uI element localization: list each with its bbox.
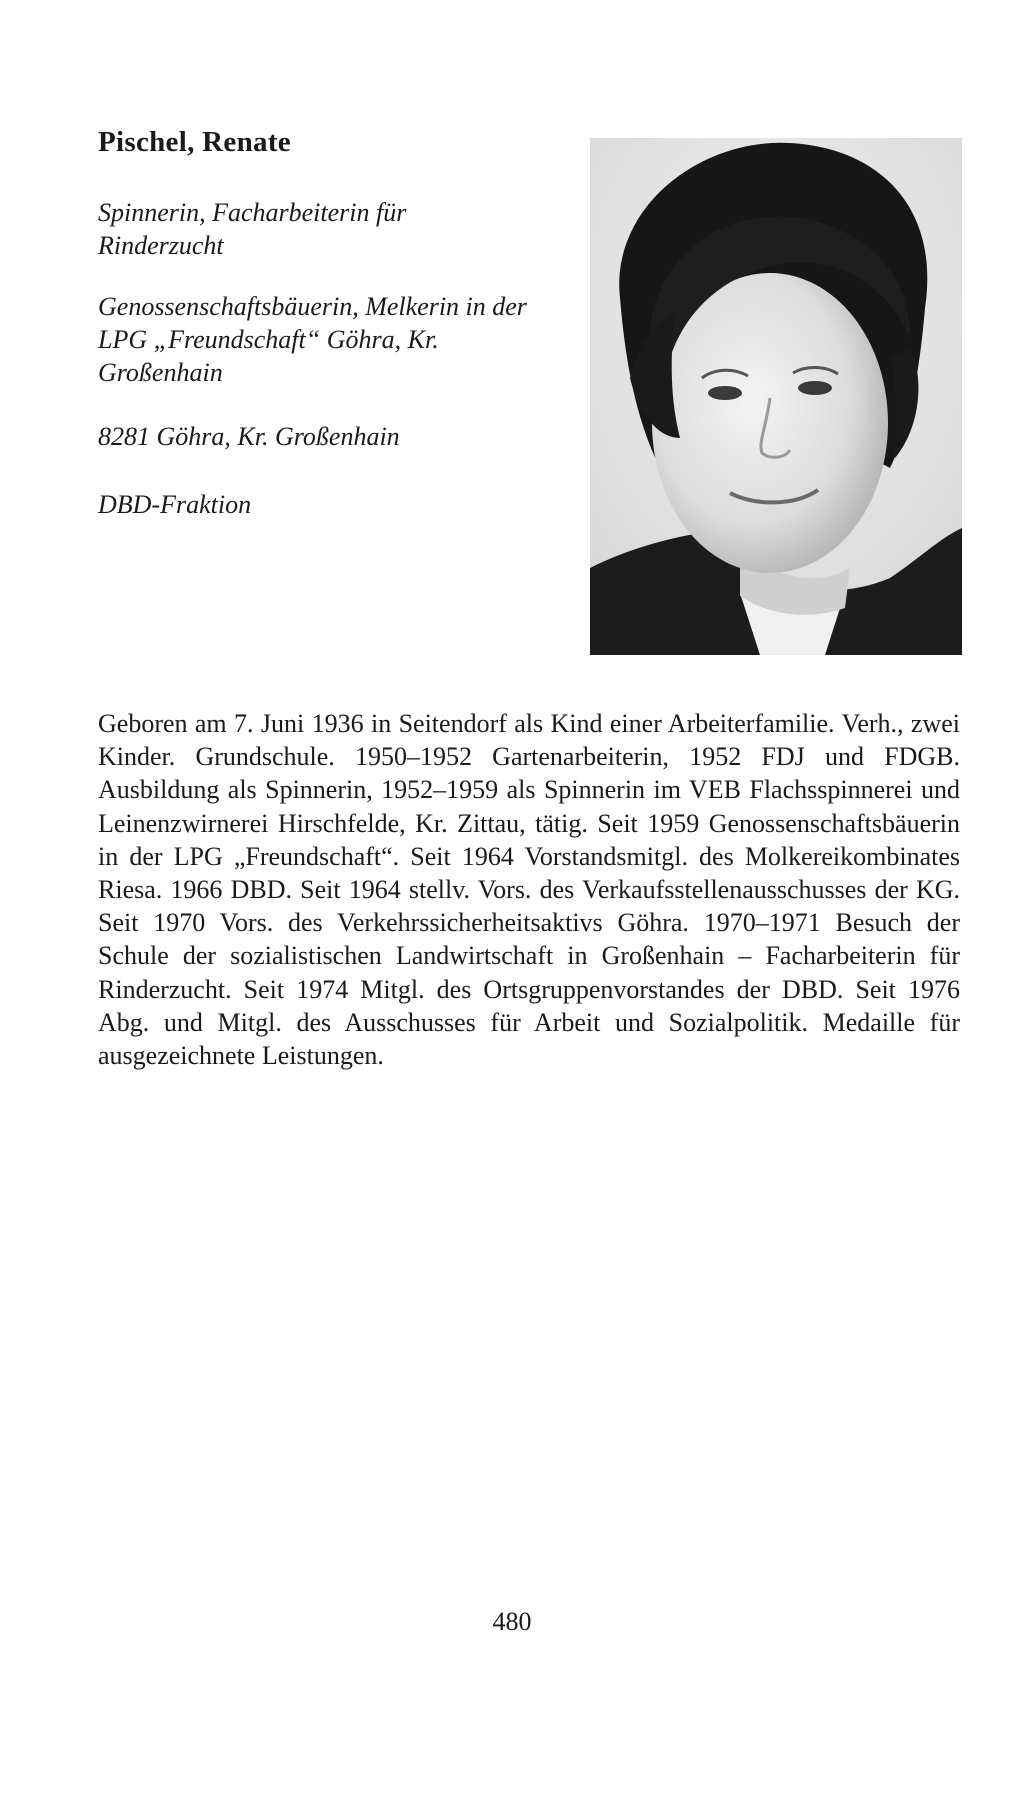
page-number: 480	[492, 1607, 532, 1636]
occupation: Spinnerin, Facharbeiterin für Rinderzucht	[98, 198, 407, 260]
faction: DBD-Fraktion	[98, 490, 252, 519]
address: 8281 Göhra, Kr. Großenhain	[98, 422, 400, 451]
current-position: Genossenschaftsbäuerin, Melkerin in der LPG „Freundschaft“ Göhra, Kr. Großenhain	[98, 292, 527, 387]
person-name: Pischel, Renate	[98, 126, 291, 158]
portrait-photo	[590, 138, 962, 655]
biography-text: Geboren am 7. Juni 1936 in Seitendorf als Kind einer Arbeiterfamilie. Verh., zwei Kinder. Grundschule. 1950–1952 Gartenarbeiterin, 1952 FDJ und FDGB. Ausbildung als Spinnerin, 1952–1959 als Spinnerin im VEB Flachsspinnerei und Leinenzwirnerei Hirschfelde, Kr. Zittau, tätig. Seit 1959 Genossenschaftsbäuerin in der LPG „Freundschaft“. Seit 1964 Vorstandsmitgl. des Molkereikombinates Riesa. 1966 DBD. Seit 1964 stellv. Vors. des Verkaufsstellenausschusses der KG. Seit 1970 Vors. des Verkehrssicherheitsaktivs Göhra. 1970–1971 Besuch der Schule der sozialistischen Landwirtschaft in Großenhain – Facharbeiterin für Rinderzucht. Seit 1974 Mitgl. des Ortsgruppenvorstandes der DBD. Seit 1976 Abg. und Mitgl. des Ausschusses für Arbeit und Sozialpolitik. Medaille für ausgezeichnete Leistungen.	[98, 709, 960, 1071]
